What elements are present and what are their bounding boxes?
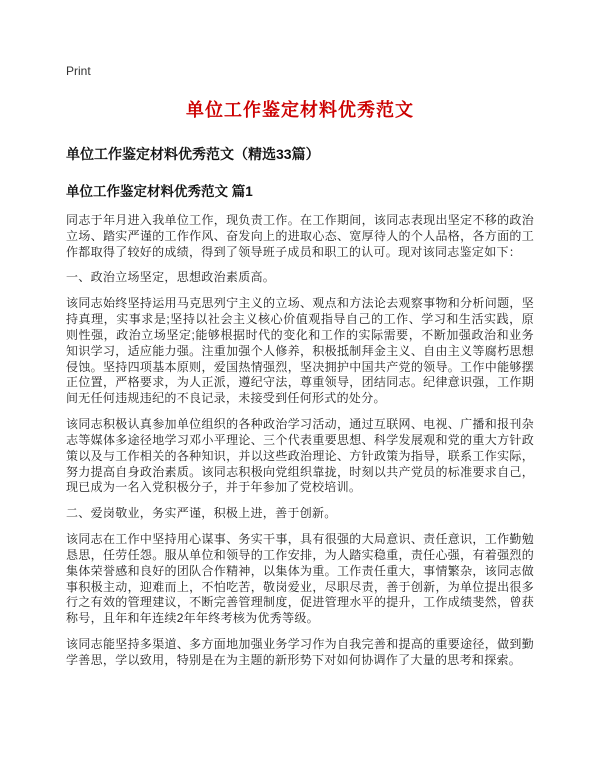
paragraph: 该同志能坚持多渠道、多方面地加强业务学习作为自我完善和提高的重要途径，做到勤学善思，学以致用，特别是在为主题的新形势下对如何协调作了大量的思考和探索。 [66, 637, 534, 667]
paragraph: 该同志始终坚持运用马克思列宁主义的立场、观点和方法论去观察事物和分析问题，坚持真理，实事求是;坚持以社会主义核心价值观指导自己的工作、学习和生活实践，原则性强，政治立场坚定;能够根据时代的变化和工作的实际需要，不断加强政治和业务知识学习，适应能力强。注重加强个人修养，积极抵制拜金主义、自由主义等腐朽思想侵蚀。坚持四项基本原则，爱国热情强烈，坚决拥护中国共产党的领导。工作中能够摆正位置，严格要求，为人正派，遵纪守法，尊重领导，团结同志。纪律意识强，工作期间无任何违规违纪的不良记录，未接受到任何形式的处分。 [66, 296, 534, 406]
sub-heading: 二、爱岗敬业，务实严谨，积极上进，善于创新。 [66, 506, 337, 521]
paragraph: 该同志在工作中坚持用心谋事、务实干事，具有很强的大局意识、责任意识，工作勤勉恳思，任劳任怨。服从单位和领导的工作安排，为人踏实稳重，责任心强，有着强烈的集体荣誉感和良好的团队合作精神，以集体为重。工作责任重大，事情繁杂，该同志做事积极主动，迎难而上，不怕吃苦，敬岗爱业，尽职尽责，善于创新，为单位提出很多行之有效的管理建议，不断完善管理制度，促进管理水平的提升，工作成绩斐然，曾获称号，且年和年连续2年年终考核为优秀等级。 [66, 532, 534, 626]
article-subtitle: 单位工作鉴定材料优秀范文（精选33篇） [66, 146, 320, 162]
print-button[interactable]: Print [66, 64, 91, 78]
page-title: 单位工作鉴定材料优秀范文 [186, 100, 414, 120]
paragraph: 该同志积极认真参加单位组织的各种政治学习活动，通过互联网、电视、广播和报刊杂志等媒体多途径地学习邓小平理论、三个代表重要思想、科学发展观和党的重大方针政策以及与工作相关的各种知识，并以这些政治理论、方针政策为指导，联系工作实际，努力提高自身政治素质。该同志积极向党组织靠拢，时刻以共产党员的标准要求自己，现已成为一名入党积极分子，并于年参加了党校培训。 [66, 417, 534, 495]
paragraph: 同志于年月进入我单位工作，现负责工作。在工作期间，该同志表现出坚定不移的政治立场、踏实严谨的工作作风、奋发向上的进取心态、宽厚待人的个人品格，各方面的工作都取得了较好的成绩，得到了领导班子成员和职工的认可。现对该同志鉴定如下： [66, 213, 534, 259]
sub-heading: 一、政治立场坚定，思想政治素质高。 [66, 270, 276, 285]
article-body [66, 213, 534, 669]
article-section-heading: 单位工作鉴定材料优秀范文 篇1 [66, 184, 253, 199]
